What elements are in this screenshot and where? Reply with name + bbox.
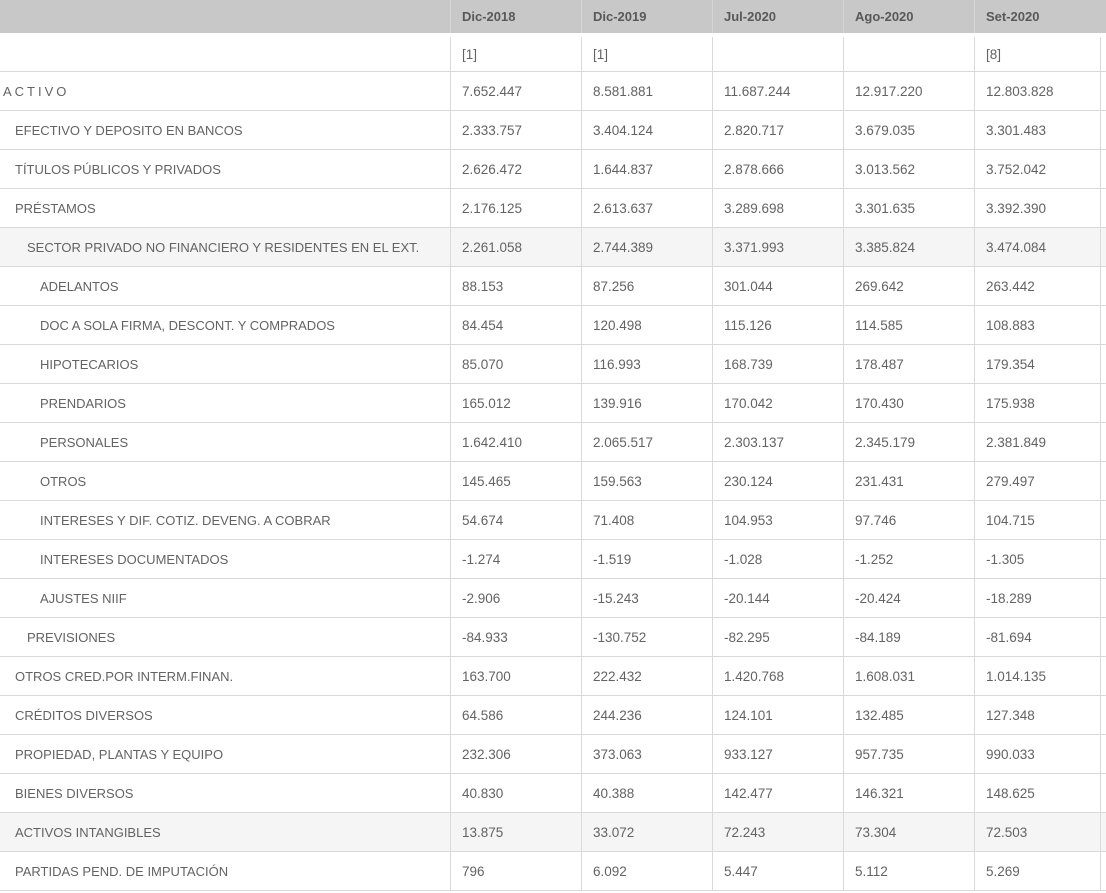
value-cell: 263.442: [974, 267, 1100, 305]
value-cell: 1.420.768: [712, 657, 843, 695]
table-row: [0, 345, 1106, 384]
cutoff-column-cell: [1100, 384, 1106, 422]
value-cell: 2.176.125: [450, 189, 581, 227]
row-label: INTERESES Y DIF. COTIZ. DEVENG. A COBRAR: [40, 512, 331, 528]
row-label: PREVISIONES: [27, 629, 116, 645]
value-cell: 178.487: [843, 345, 974, 383]
notes-row-label: [0, 37, 450, 71]
value-cell: 957.735: [843, 735, 974, 773]
value-cell: -18.289: [974, 579, 1100, 617]
cutoff-column-cell: [1100, 813, 1106, 851]
value-cell: 3.013.562: [843, 150, 974, 188]
value-cell: 232.306: [450, 735, 581, 773]
value-cell: 12.803.828: [974, 72, 1100, 110]
value-cell: 72.503: [974, 813, 1100, 851]
table-row: [0, 267, 1106, 306]
value-cell: 84.454: [450, 306, 581, 344]
header-cell-ago-2020: Ago-2020: [843, 0, 974, 33]
value-cell: 2.333.757: [450, 111, 581, 149]
value-cell: 373.063: [581, 735, 712, 773]
table-row: [0, 228, 1106, 267]
cutoff-column-cell: [1100, 774, 1106, 812]
row-label: CRÉDITOS DIVERSOS: [15, 707, 153, 723]
value-cell: 7.652.447: [450, 72, 581, 110]
cutoff-column-cell: [1100, 657, 1106, 695]
row-label: BIENES DIVERSOS: [15, 785, 134, 801]
value-cell: 1.014.135: [974, 657, 1100, 695]
table-body: [0, 37, 1106, 891]
value-cell: 244.236: [581, 696, 712, 734]
cutoff-column-cell: [1100, 462, 1106, 500]
value-cell: 114.585: [843, 306, 974, 344]
header-cell-set-2020: Set-2020: [974, 0, 1100, 33]
table-row: [0, 813, 1106, 852]
value-cell: 3.301.635: [843, 189, 974, 227]
value-cell: -84.933: [450, 618, 581, 656]
row-label: AJUSTES NIIF: [40, 590, 127, 606]
header-cell-jul-2020: Jul-2020: [712, 0, 843, 33]
row-label: OTROS: [40, 473, 87, 489]
value-cell: 163.700: [450, 657, 581, 695]
value-cell: 33.072: [581, 813, 712, 851]
table-row: [0, 579, 1106, 618]
table-row: [0, 735, 1106, 774]
header-cell-rowlabels: [0, 0, 450, 33]
value-cell: 2.303.137: [712, 423, 843, 461]
table-row: [0, 384, 1106, 423]
cutoff-column-cell: [1100, 111, 1106, 149]
value-cell: -1.519: [581, 540, 712, 578]
value-cell: -2.906: [450, 579, 581, 617]
value-cell: 108.883: [974, 306, 1100, 344]
value-cell: 170.430: [843, 384, 974, 422]
value-cell: 12.917.220: [843, 72, 974, 110]
value-cell: 145.465: [450, 462, 581, 500]
value-cell: 3.301.483: [974, 111, 1100, 149]
value-cell: 1.608.031: [843, 657, 974, 695]
table-row: [0, 774, 1106, 813]
value-cell: 139.916: [581, 384, 712, 422]
value-cell: 3.752.042: [974, 150, 1100, 188]
cutoff-column-cell: [1100, 150, 1106, 188]
value-cell: 127.348: [974, 696, 1100, 734]
value-cell: 2.345.179: [843, 423, 974, 461]
value-cell: 5.112: [843, 852, 974, 890]
table-row: [0, 189, 1106, 228]
value-cell: 40.388: [581, 774, 712, 812]
value-cell: -20.144: [712, 579, 843, 617]
note-cell: [1]: [581, 37, 712, 71]
value-cell: 64.586: [450, 696, 581, 734]
row-label: SECTOR PRIVADO NO FINANCIERO Y RESIDENTES EN EL EXT.: [27, 239, 420, 255]
value-cell: 2.065.517: [581, 423, 712, 461]
row-label: PARTIDAS PEND. DE IMPUTACIÓN: [15, 863, 229, 879]
value-cell: 175.938: [974, 384, 1100, 422]
value-cell: 165.012: [450, 384, 581, 422]
table-row: [0, 540, 1106, 579]
value-cell: 2.381.849: [974, 423, 1100, 461]
cutoff-column-cell: [1100, 735, 1106, 773]
row-label: DOC A SOLA FIRMA, DESCONT. Y COMPRADOS: [40, 317, 335, 333]
row-label: HIPOTECARIOS: [40, 356, 139, 372]
value-cell: 2.626.472: [450, 150, 581, 188]
cutoff-column-cell: [1100, 37, 1106, 71]
row-label: TÍTULOS PÚBLICOS Y PRIVADOS: [15, 161, 221, 177]
cutoff-column-cell: [1100, 540, 1106, 578]
value-cell: 6.092: [581, 852, 712, 890]
note-cell: [712, 37, 843, 71]
table-row: [0, 150, 1106, 189]
table-row: [0, 501, 1106, 540]
row-label: PRENDARIOS: [40, 395, 126, 411]
cutoff-column-cell: [1100, 228, 1106, 266]
value-cell: 73.304: [843, 813, 974, 851]
value-cell: 132.485: [843, 696, 974, 734]
value-cell: -1.028: [712, 540, 843, 578]
table-row: [0, 657, 1106, 696]
cutoff-column-cell: [1100, 696, 1106, 734]
value-cell: 3.371.993: [712, 228, 843, 266]
header-cell-cutoff: [1100, 0, 1106, 33]
row-label: PERSONALES: [40, 434, 129, 450]
value-cell: 3.679.035: [843, 111, 974, 149]
value-cell: 3.404.124: [581, 111, 712, 149]
value-cell: 40.830: [450, 774, 581, 812]
row-label: INTERESES DOCUMENTADOS: [40, 551, 229, 567]
value-cell: 2.744.389: [581, 228, 712, 266]
table-row: [0, 618, 1106, 657]
value-cell: 168.739: [712, 345, 843, 383]
value-cell: 796: [450, 852, 581, 890]
note-cell: [843, 37, 974, 71]
value-cell: 1.644.837: [581, 150, 712, 188]
row-label: PRÉSTAMOS: [15, 200, 96, 216]
note-cell: [8]: [974, 37, 1100, 71]
value-cell: 3.474.084: [974, 228, 1100, 266]
value-cell: 11.687.244: [712, 72, 843, 110]
row-label: OTROS CRED.POR INTERM.FINAN.: [15, 668, 234, 684]
cutoff-column-cell: [1100, 852, 1106, 890]
value-cell: -130.752: [581, 618, 712, 656]
table-header-row: [0, 0, 1106, 33]
value-cell: 222.432: [581, 657, 712, 695]
value-cell: 85.070: [450, 345, 581, 383]
value-cell: 104.715: [974, 501, 1100, 539]
value-cell: 159.563: [581, 462, 712, 500]
value-cell: 5.269: [974, 852, 1100, 890]
value-cell: 3.385.824: [843, 228, 974, 266]
value-cell: 87.256: [581, 267, 712, 305]
value-cell: -82.295: [712, 618, 843, 656]
header-cell-dic-2018: Dic-2018: [450, 0, 581, 33]
value-cell: 8.581.881: [581, 72, 712, 110]
value-cell: 2.261.058: [450, 228, 581, 266]
table-row: [0, 852, 1106, 891]
header-cell-dic-2019: Dic-2019: [581, 0, 712, 33]
value-cell: 170.042: [712, 384, 843, 422]
value-cell: 72.243: [712, 813, 843, 851]
cutoff-column-cell: [1100, 306, 1106, 344]
note-cell: [1]: [450, 37, 581, 71]
value-cell: 269.642: [843, 267, 974, 305]
value-cell: 933.127: [712, 735, 843, 773]
row-label: ACTIVOS INTANGIBLES: [15, 824, 161, 840]
cutoff-column-cell: [1100, 72, 1106, 110]
cutoff-column-cell: [1100, 267, 1106, 305]
value-cell: 88.153: [450, 267, 581, 305]
value-cell: -1.305: [974, 540, 1100, 578]
value-cell: 1.642.410: [450, 423, 581, 461]
value-cell: 2.820.717: [712, 111, 843, 149]
value-cell: 146.321: [843, 774, 974, 812]
value-cell: 2.878.666: [712, 150, 843, 188]
value-cell: 990.033: [974, 735, 1100, 773]
value-cell: 115.126: [712, 306, 843, 344]
value-cell: 71.408: [581, 501, 712, 539]
table-row: [0, 462, 1106, 501]
cutoff-column-cell: [1100, 345, 1106, 383]
value-cell: 3.289.698: [712, 189, 843, 227]
table-row: [0, 696, 1106, 735]
cutoff-column-cell: [1100, 501, 1106, 539]
value-cell: -15.243: [581, 579, 712, 617]
value-cell: 301.044: [712, 267, 843, 305]
value-cell: 97.746: [843, 501, 974, 539]
row-label: PROPIEDAD, PLANTAS Y EQUIPO: [15, 746, 224, 762]
notes-row: [0, 37, 1106, 72]
value-cell: 116.993: [581, 345, 712, 383]
value-cell: 279.497: [974, 462, 1100, 500]
value-cell: 142.477: [712, 774, 843, 812]
value-cell: -84.189: [843, 618, 974, 656]
value-cell: 104.953: [712, 501, 843, 539]
value-cell: 230.124: [712, 462, 843, 500]
value-cell: -20.424: [843, 579, 974, 617]
table-row: [0, 111, 1106, 150]
value-cell: 2.613.637: [581, 189, 712, 227]
cutoff-column-cell: [1100, 579, 1106, 617]
value-cell: 124.101: [712, 696, 843, 734]
value-cell: 179.354: [974, 345, 1100, 383]
value-cell: -81.694: [974, 618, 1100, 656]
value-cell: -1.252: [843, 540, 974, 578]
value-cell: 3.392.390: [974, 189, 1100, 227]
value-cell: 5.447: [712, 852, 843, 890]
table-row: [0, 72, 1106, 111]
table-row: [0, 306, 1106, 345]
value-cell: 231.431: [843, 462, 974, 500]
value-cell: 148.625: [974, 774, 1100, 812]
cutoff-column-cell: [1100, 189, 1106, 227]
cutoff-column-cell: [1100, 423, 1106, 461]
cutoff-column-cell: [1100, 618, 1106, 656]
value-cell: 13.875: [450, 813, 581, 851]
value-cell: 120.498: [581, 306, 712, 344]
value-cell: 54.674: [450, 501, 581, 539]
value-cell: -1.274: [450, 540, 581, 578]
row-label: ACTIVO: [3, 83, 70, 99]
row-label: ADELANTOS: [40, 278, 119, 294]
row-label: EFECTIVO Y DEPOSITO EN BANCOS: [15, 122, 243, 138]
table-row: [0, 423, 1106, 462]
